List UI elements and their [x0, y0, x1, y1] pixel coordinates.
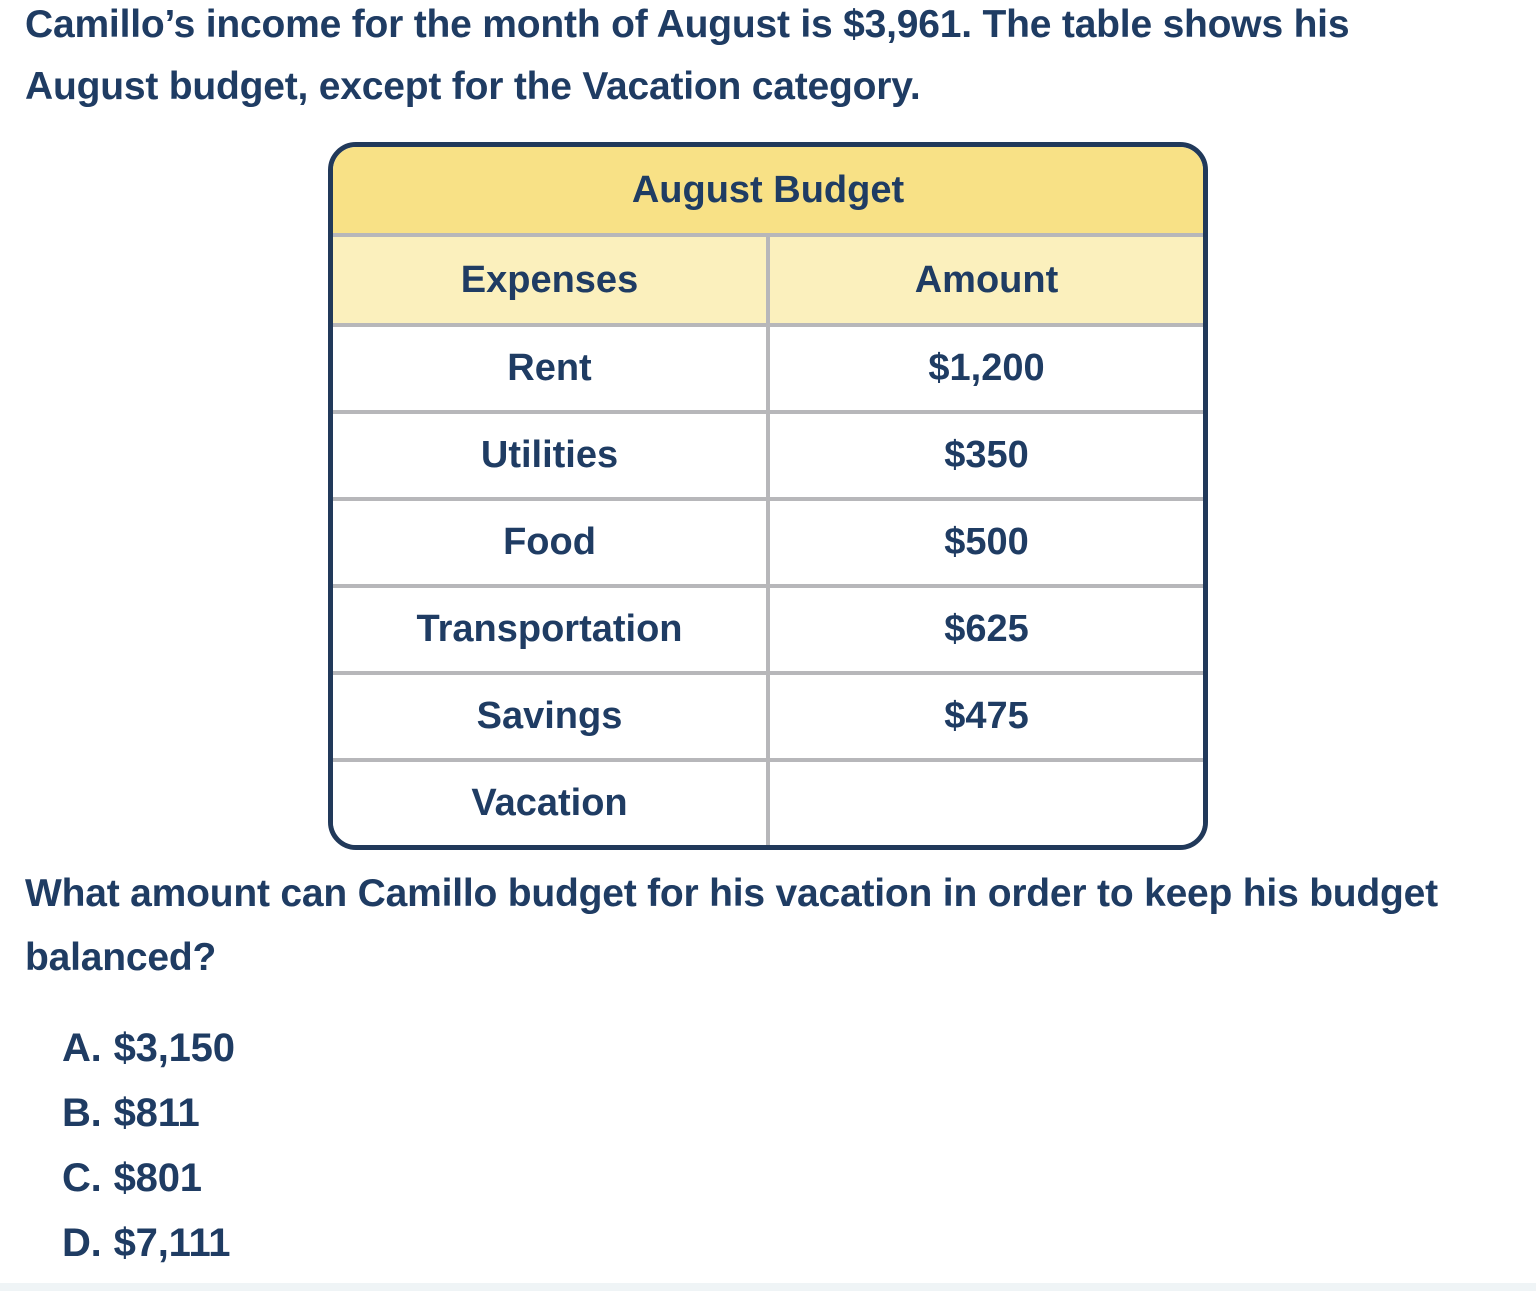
expense-label: Transportation [416, 608, 683, 650]
problem-statement-line1: Camillo’s income for the month of August is $3,961. The table shows his [25, 3, 1350, 46]
table-title: August Budget [333, 147, 1203, 233]
question-text [25, 862, 1438, 990]
option-amount: $801 [113, 1156, 202, 1200]
column-header-expenses: Expenses [460, 258, 639, 301]
table-header-row [333, 237, 1203, 323]
table-row-utilities [333, 414, 1203, 497]
answer-option-c[interactable] [62, 1146, 235, 1211]
budget-table [328, 142, 1208, 850]
question-text-line2: balanced? [25, 936, 217, 979]
expense-label: Utilities [480, 434, 619, 476]
question-text-line1: What amount can Camillo budget for his vacation in order to keep his budget [25, 872, 1438, 915]
answer-option-b[interactable] [62, 1081, 235, 1146]
amount-value-empty [770, 762, 1203, 845]
amount-value: $1,200 [928, 347, 1045, 389]
expense-label: Rent [507, 347, 592, 389]
option-letter: B. [62, 1091, 102, 1135]
option-letter: A. [62, 1026, 102, 1070]
expense-label: Food [503, 521, 596, 563]
amount-value: $625 [944, 608, 1029, 650]
expense-label: Vacation [471, 782, 628, 824]
table-row-savings [333, 675, 1203, 758]
table-row-transportation [333, 588, 1203, 671]
expense-label: Savings [476, 695, 623, 737]
problem-statement [25, 0, 1349, 118]
answer-options [62, 1016, 235, 1276]
answer-option-d[interactable] [62, 1211, 235, 1276]
table-row-vacation [333, 762, 1203, 845]
amount-value: $350 [944, 434, 1029, 476]
answer-option-a[interactable] [62, 1016, 235, 1081]
amount-value: $500 [944, 521, 1029, 563]
bottom-edge-band [0, 1283, 1536, 1291]
option-amount: $7,111 [113, 1221, 231, 1265]
amount-value: $475 [944, 695, 1029, 737]
option-letter: C. [62, 1156, 102, 1200]
problem-statement-line2: August budget, except for the Vacation category. [25, 65, 921, 108]
column-header-amount: Amount [914, 258, 1059, 301]
option-letter: D. [62, 1221, 102, 1265]
option-amount: $3,150 [113, 1026, 235, 1070]
option-amount: $811 [113, 1091, 200, 1135]
table-row-rent [333, 327, 1203, 410]
table-row-food [333, 501, 1203, 584]
